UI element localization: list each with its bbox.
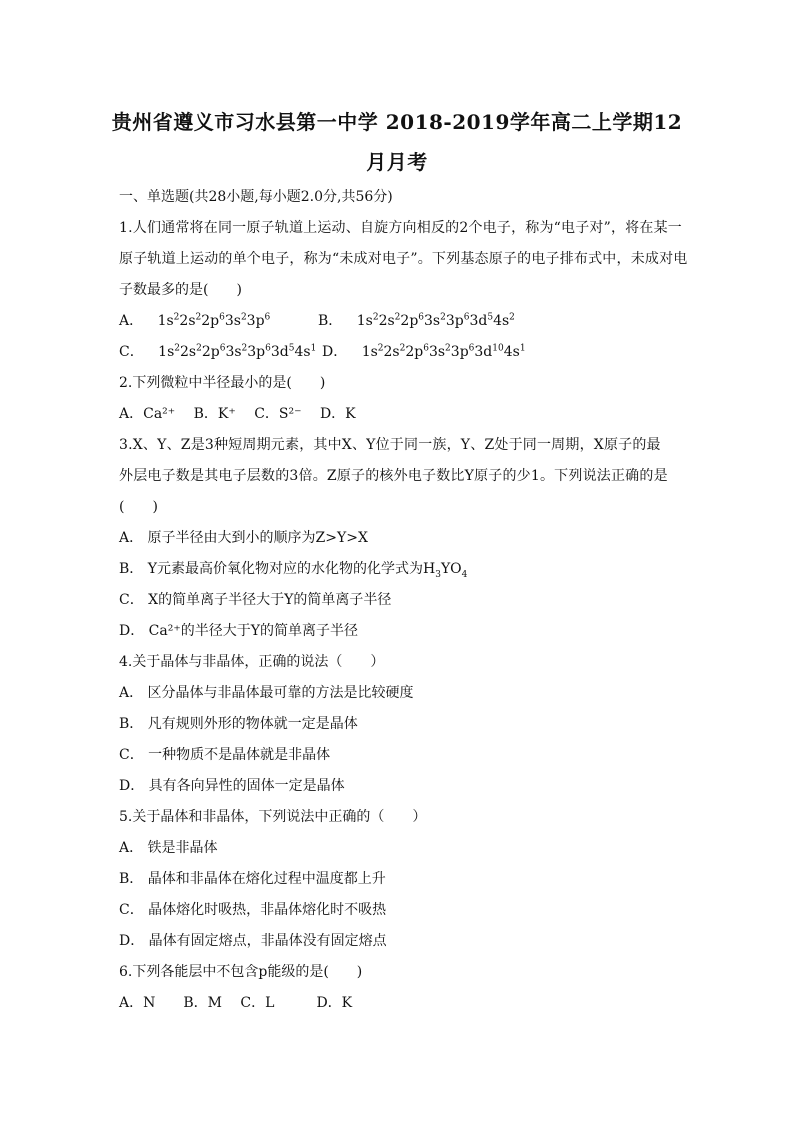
- q4-stem: 4.关于晶体与非晶体，正确的说法（ ）: [119, 654, 385, 670]
- q4-option-d: D． 具有各向异性的固体一定是晶体: [119, 778, 345, 794]
- q1-option-d-formula: $1s^22s^22p^63s^23p^63d^{10}4s^1$: [361, 343, 526, 360]
- q3-option-a: A． 原子半径由大到小的顺序为Z>Y>X: [119, 530, 368, 546]
- q3-option-b-sub-2: 4: [461, 569, 468, 580]
- q5-option-a: A． 铁是非晶体: [119, 840, 218, 856]
- q1-option-c-label: C．: [119, 344, 144, 360]
- q6-options: A．N B．M C．L D．K: [119, 995, 353, 1011]
- q3-stem-line-1: 3.X、Y、Z是3种短周期元素，其中X、Y位于同一族，Y、Z处于同一周期，X原子的最: [119, 437, 661, 453]
- q4-option-c: C． 一种物质不是晶体就是非晶体: [119, 747, 331, 763]
- q1-option-a: [119, 312, 270, 330]
- q2-stem: 2.下列微粒中半径最小的是( ): [119, 375, 326, 391]
- q3-option-b: [119, 560, 467, 578]
- q2-options: A．Ca²⁺ B．K⁺ C．S²⁻ D．K: [119, 406, 356, 422]
- q5-option-b: B． 晶体和非晶体在熔化过程中温度都上升: [119, 871, 386, 887]
- document-title-line-1: 贵州省遵义市习水县第一中学 2018-2019学年高二上学期12: [111, 110, 683, 134]
- q6-stem: 6.下列各能层中不包含p能级的是( ): [119, 964, 363, 980]
- q1-option-b-label: B．: [318, 313, 343, 329]
- q1-option-d-label: D．: [322, 344, 348, 360]
- q3-option-b-mid: YO: [440, 561, 462, 577]
- q5-option-d: D． 晶体有固定熔点，非晶体没有固定熔点: [119, 933, 387, 949]
- q1-option-c-formula: $1s^22s^22p^63s^23p^63d^54s^1$: [158, 343, 317, 360]
- q1-stem-line-2: 原子轨道上运动的单个电子，称为“未成对电子”。下列基态原子的电子排布式中，未成对电: [119, 251, 688, 267]
- q4-option-b: B． 凡有规则外形的物体就一定是晶体: [119, 716, 358, 732]
- q5-option-c: C． 晶体熔化时吸热，非晶体熔化时不吸热: [119, 902, 387, 918]
- q1-option-c: [119, 343, 316, 361]
- q1-option-d: [322, 343, 526, 361]
- q1-option-a-label: A．: [119, 313, 144, 329]
- q5-stem: 5.关于晶体和非晶体，下列说法中正确的（ ）: [119, 809, 427, 825]
- document-title-line-2: 月月考: [366, 150, 428, 174]
- q1-stem-line-1: 1.人们通常将在同一原子轨道上运动、自旋方向相反的2个电子，称为“电子对”，将在某一: [119, 220, 682, 236]
- q3-option-b-sub-1: 3: [435, 569, 441, 580]
- q1-stem-line-3: 子数最多的是( ): [119, 282, 242, 298]
- q1-option-a-formula: $1s^22s^22p^63s^23p^6$: [157, 312, 271, 329]
- q3-option-b-text: B． Y元素最高价氧化物对应的水化物的化学式为H: [119, 561, 436, 577]
- q4-option-a: A． 区分晶体与非晶体最可靠的方法是比较硬度: [119, 685, 414, 701]
- q1-option-b: [318, 312, 515, 330]
- q3-option-d: D． Ca²⁺的半径大于Y的简单离子半径: [119, 623, 358, 639]
- q3-stem-line-2: 外层电子数是其电子层数的3倍。Z原子的核外电子数比Y原子的少1。下列说法正确的是: [119, 468, 668, 484]
- q1-option-b-formula: $1s^22s^22p^63s^23p^63d^54s^2$: [356, 312, 515, 329]
- section-heading: 一、单选题(共28小题,每小题2.0分,共56分): [119, 189, 393, 205]
- q3-option-c: C． X的简单离子半径大于Y的简单离子半径: [119, 592, 392, 608]
- q3-stem-line-3: ( ): [119, 499, 158, 515]
